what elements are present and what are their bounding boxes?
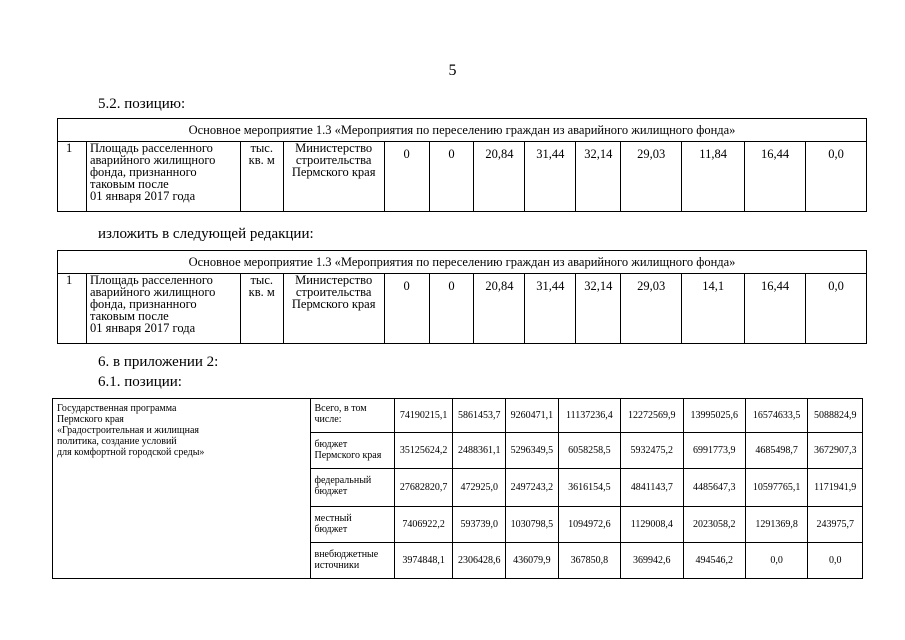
source-label: бюджет Пермского края <box>311 433 394 469</box>
value-cell: 20,84 <box>474 142 525 212</box>
value-cell: 436079,9 <box>506 543 559 579</box>
indicator-name: Площадь расселенного аварийного жилищного фонда, признанного таковым после 01 января 2017 года <box>86 142 240 212</box>
value-cell: 2497243,2 <box>506 469 559 507</box>
value-cell: 29,03 <box>621 142 682 212</box>
unit-cell: тыс. кв. м <box>240 274 283 344</box>
value-cell: 27682820,7 <box>394 469 453 507</box>
table-old <box>57 118 867 212</box>
value-cell: 31,44 <box>525 274 576 344</box>
value-cell: 472925,0 <box>453 469 506 507</box>
source-label: федеральный бюджет <box>311 469 394 507</box>
program-name-cell: Государственная программа Пермского края «Градостроительная и жилищная политика, создание условий для комфортной городской среды» <box>53 399 311 579</box>
source-label: местный бюджет <box>311 507 394 543</box>
value-cell: 16574633,5 <box>745 399 807 433</box>
value-cell: 11,84 <box>682 142 745 212</box>
value-cell: 3672907,3 <box>808 433 863 469</box>
section-heading-5-2: 5.2. позицию: <box>98 96 186 112</box>
value-cell: 1291369,8 <box>745 507 807 543</box>
value-cell: 5088824,9 <box>808 399 863 433</box>
page-number: 5 <box>448 62 457 79</box>
value-cell: 593739,0 <box>453 507 506 543</box>
value-cell: 369942,6 <box>621 543 683 579</box>
value-cell: 13995025,6 <box>683 399 745 433</box>
row-number: 1 <box>58 274 87 344</box>
table-program <box>52 398 863 579</box>
value-cell: 3616154,5 <box>558 469 620 507</box>
value-cell: 3974848,1 <box>394 543 453 579</box>
value-cell: 32,14 <box>576 274 621 344</box>
value-cell: 0 <box>429 142 474 212</box>
row-number: 1 <box>58 142 87 212</box>
value-cell: 1129008,4 <box>621 507 683 543</box>
value-cell: 0,0 <box>806 142 867 212</box>
value-cell: 4485647,3 <box>683 469 745 507</box>
section-heading-6: 6. в приложении 2: <box>98 354 219 370</box>
value-cell: 0,0 <box>806 274 867 344</box>
value-cell: 2488361,1 <box>453 433 506 469</box>
table-new <box>57 250 867 344</box>
indicator-name: Площадь расселенного аварийного жилищного фонда, признанного таковым после 01 января 2017 года <box>86 274 240 344</box>
value-cell: 6058258,5 <box>558 433 620 469</box>
section-heading-edit: изложить в следующей редакции: <box>98 226 314 242</box>
value-cell: 10597765,1 <box>745 469 807 507</box>
value-cell: 5932475,2 <box>621 433 683 469</box>
ministry-cell: Министерство строительства Пермского края <box>283 274 384 344</box>
value-cell: 243975,7 <box>808 507 863 543</box>
value-cell: 16,44 <box>745 274 806 344</box>
value-cell: 14,1 <box>682 274 745 344</box>
value-cell: 4841143,7 <box>621 469 683 507</box>
value-cell: 12272569,9 <box>621 399 683 433</box>
value-cell: 1094972,6 <box>558 507 620 543</box>
value-cell: 2306428,6 <box>453 543 506 579</box>
value-cell: 5861453,7 <box>453 399 506 433</box>
value-cell: 31,44 <box>525 142 576 212</box>
value-cell: 367850,8 <box>558 543 620 579</box>
value-cell: 4685498,7 <box>745 433 807 469</box>
value-cell: 9260471,1 <box>506 399 559 433</box>
value-cell: 0,0 <box>745 543 807 579</box>
value-cell: 6991773,9 <box>683 433 745 469</box>
value-cell: 7406922,2 <box>394 507 453 543</box>
value-cell: 0 <box>429 274 474 344</box>
table-title: Основное мероприятие 1.3 «Мероприятия по переселению граждан из аварийного жилищного фонда» <box>58 251 867 274</box>
value-cell: 16,44 <box>745 142 806 212</box>
value-cell: 32,14 <box>576 142 621 212</box>
value-cell: 20,84 <box>474 274 525 344</box>
source-label: Всего, в том числе: <box>311 399 394 433</box>
value-cell: 494546,2 <box>683 543 745 579</box>
ministry-cell: Министерство строительства Пермского края <box>283 142 384 212</box>
value-cell: 1030798,5 <box>506 507 559 543</box>
value-cell: 1171941,9 <box>808 469 863 507</box>
source-label: внебюджетные источники <box>311 543 394 579</box>
value-cell: 29,03 <box>621 274 682 344</box>
value-cell: 0 <box>384 142 429 212</box>
section-heading-6-1: 6.1. позиции: <box>98 374 182 390</box>
value-cell: 5296349,5 <box>506 433 559 469</box>
table-title: Основное мероприятие 1.3 «Мероприятия по переселению граждан из аварийного жилищного фонда» <box>58 119 867 142</box>
value-cell: 0 <box>384 274 429 344</box>
value-cell: 0,0 <box>808 543 863 579</box>
value-cell: 2023058,2 <box>683 507 745 543</box>
unit-cell: тыс. кв. м <box>240 142 283 212</box>
value-cell: 74190215,1 <box>394 399 453 433</box>
value-cell: 11137236,4 <box>558 399 620 433</box>
value-cell: 35125624,2 <box>394 433 453 469</box>
